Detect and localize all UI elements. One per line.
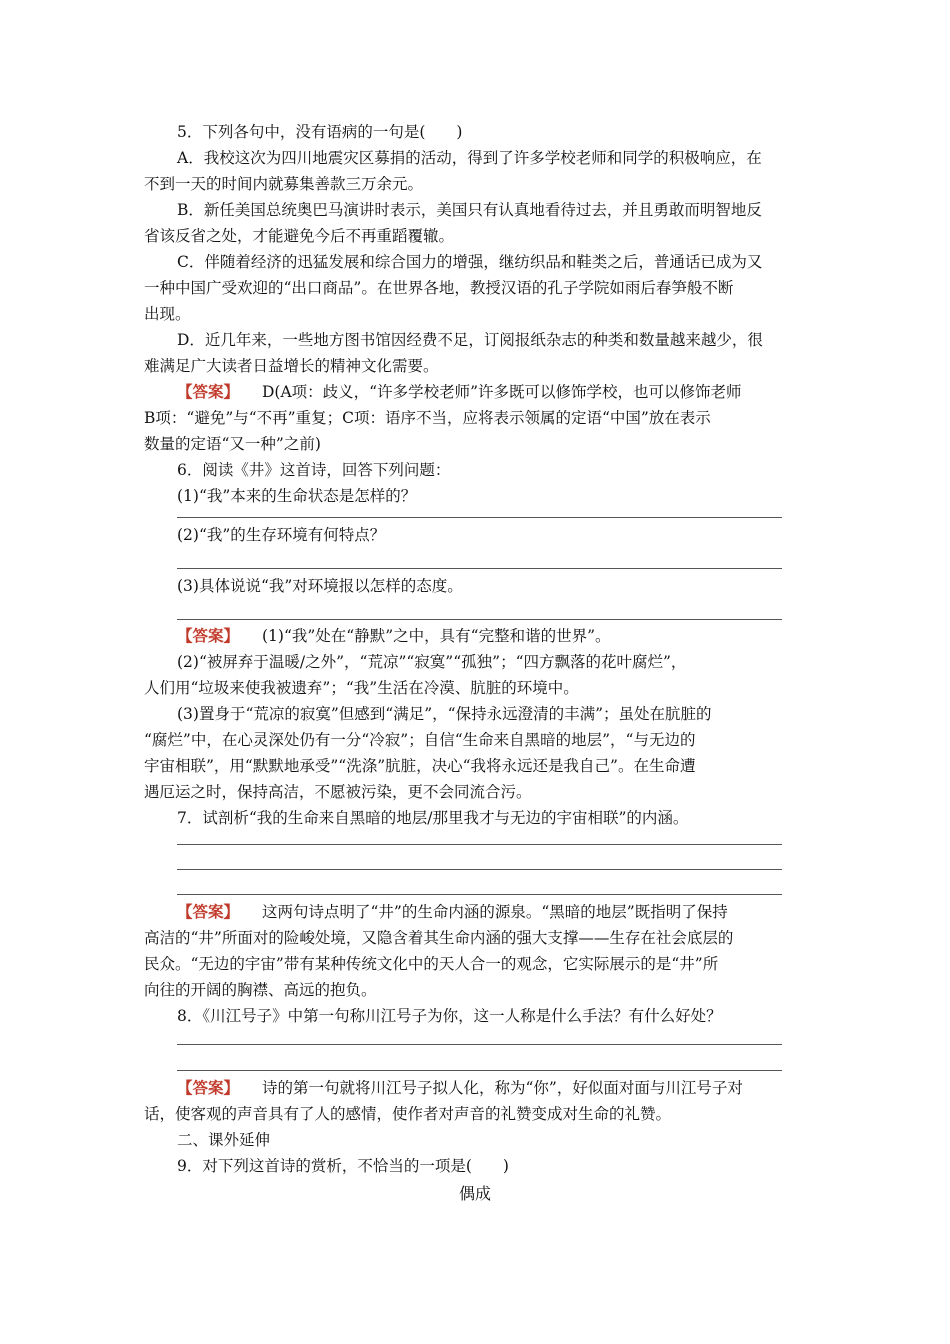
answer-7-line: 民众。“无边的宇宙”带有某种传统文化中的天人合一的观念，它实际展示的是“井”所: [144, 955, 719, 973]
answer-7-line: 高洁的“井”所面对的险峻处境，又隐含着其生命内涵的强大支撑——生存在社会底层的: [144, 929, 734, 947]
sub-question-2: (2)“我”的生存环境有何特点？: [177, 526, 386, 544]
option-d-cont: 难满足广大读者日益增长的精神文化需要。: [144, 357, 439, 375]
option-c-cont: 一种中国广受欢迎的“出口商品”。在世界各地，教授汉语的孔子学院如雨后春笋般不断: [144, 279, 734, 297]
question-9: 9．对下列这首诗的赏析，不恰当的一项是( ): [177, 1157, 509, 1175]
option-b: B．新任美国总统奥巴马演讲时表示，美国只有认真地看待过去，并且勇敢而明智地反: [177, 201, 762, 219]
option-c: C．伴随着经济的迅猛发展和综合国力的增强，继纺织品和鞋类之后，普通话已成为又: [177, 253, 763, 271]
option-a: A．我校这次为四川地震灾区募捐的活动，得到了许多学校老师和同学的积极响应，在: [177, 149, 762, 167]
question-5: 5．下列各句中，没有语病的一句是( ): [177, 123, 463, 141]
answer-tag: 【答案】: [177, 1078, 240, 1097]
answer-7-line: 向往的开阔的胸襟、高远的抱负。: [144, 981, 377, 999]
sub-question-3: (3)具体说说“我”对环境报以怎样的态度。: [177, 577, 463, 595]
answer-blank-line: [177, 619, 782, 620]
sub-question-1: (1)“我”本来的生命状态是怎样的？: [177, 487, 417, 505]
answer-8: 【答案】 诗的第一句就将川江号子拟人化，称为“你”，好似面对面与川江号子对: [0, 1075, 950, 1101]
question-6: 6．阅读《井》这首诗，回答下列问题：: [177, 461, 451, 479]
answer-6: 【答案】 (1)“我”处在“静默”之中，具有“完整和谐的世界”。: [0, 623, 950, 649]
answer-blank-line: [177, 568, 782, 569]
answer-tag: 【答案】: [177, 382, 240, 401]
answer-tag: 【答案】: [177, 902, 240, 921]
answer-blank-line: [177, 894, 782, 895]
option-c-cont2: 出现。: [144, 305, 191, 323]
answer-blank-line: [177, 1044, 782, 1045]
answer-5-cont: B项：“避免”与“不再”重复；C项：语序不当，应将表示领属的定语“中国”放在表示: [144, 409, 711, 427]
option-b-cont: 省该反省之处，才能避免今后不再重蹈覆辙。: [144, 227, 455, 245]
answer-6-line: (2)“被屏弃于温暖/之外”，“荒凉”“寂寞”“孤独”；“四方飘落的花叶腐烂”，: [177, 653, 687, 671]
poem-title: 偶成: [458, 1184, 491, 1203]
option-a-cont: 不到一天的时间内就募集善款三万余元。: [144, 175, 424, 193]
answer-7: 【答案】 这两句诗点明了“井”的生命内涵的源泉。“黑暗的地层”既指明了保持: [0, 899, 950, 925]
answer-blank-line: [177, 517, 782, 518]
answer-5-cont2: 数量的定语“又一种”之前): [144, 435, 321, 453]
question-8: 8．《川江号子》中第一句称川江号子为你，这一人称是什么手法？有什么好处？: [177, 1007, 722, 1025]
section-heading: 二、课外延伸: [177, 1131, 271, 1149]
option-d: D．近几年来，一些地方图书馆因经费不足，订阅报纸杂志的种类和数量越来越少，很: [177, 331, 763, 349]
answer-6-line: “腐烂”中，在心灵深处仍有一分“冷寂”；自信“生命来自黑暗的地层”，“与无边的: [144, 731, 696, 749]
answer-6-line: 遇厄运之时，保持高洁，不愿被污染，更不会同流合污。: [144, 783, 532, 801]
answer-blank-line: [177, 1070, 782, 1071]
answer-6-line: (3)置身于“荒凉的寂寞”但感到“满足”，“保持永远澄清的丰满”；虽处在肮脏的: [177, 705, 712, 723]
question-7: 7．试剖析“我的生命来自黑暗的地层/那里我才与无边的宇宙相联”的内涵。: [177, 809, 689, 827]
answer-5: 【答案】 D(A项：歧义，“许多学校老师”许多既可以修饰学校，也可以修饰老师: [0, 379, 950, 405]
answer-tag: 【答案】: [177, 626, 240, 645]
answer-6-line: 人们用“垃圾来使我被遗弃”；“我”生活在冷漠、肮脏的环境中。: [144, 679, 579, 697]
answer-blank-line: [177, 869, 782, 870]
answer-6-line: 宇宙相联”，用“默默地承受”“洗涤”肮脏，决心“我将永远还是我自己”。在生命遭: [144, 757, 696, 775]
answer-8-line: 话，使客观的声音具有了人的感情，使作者对声音的礼赞变成对生命的礼赞。: [144, 1105, 672, 1123]
answer-blank-line: [177, 844, 782, 845]
